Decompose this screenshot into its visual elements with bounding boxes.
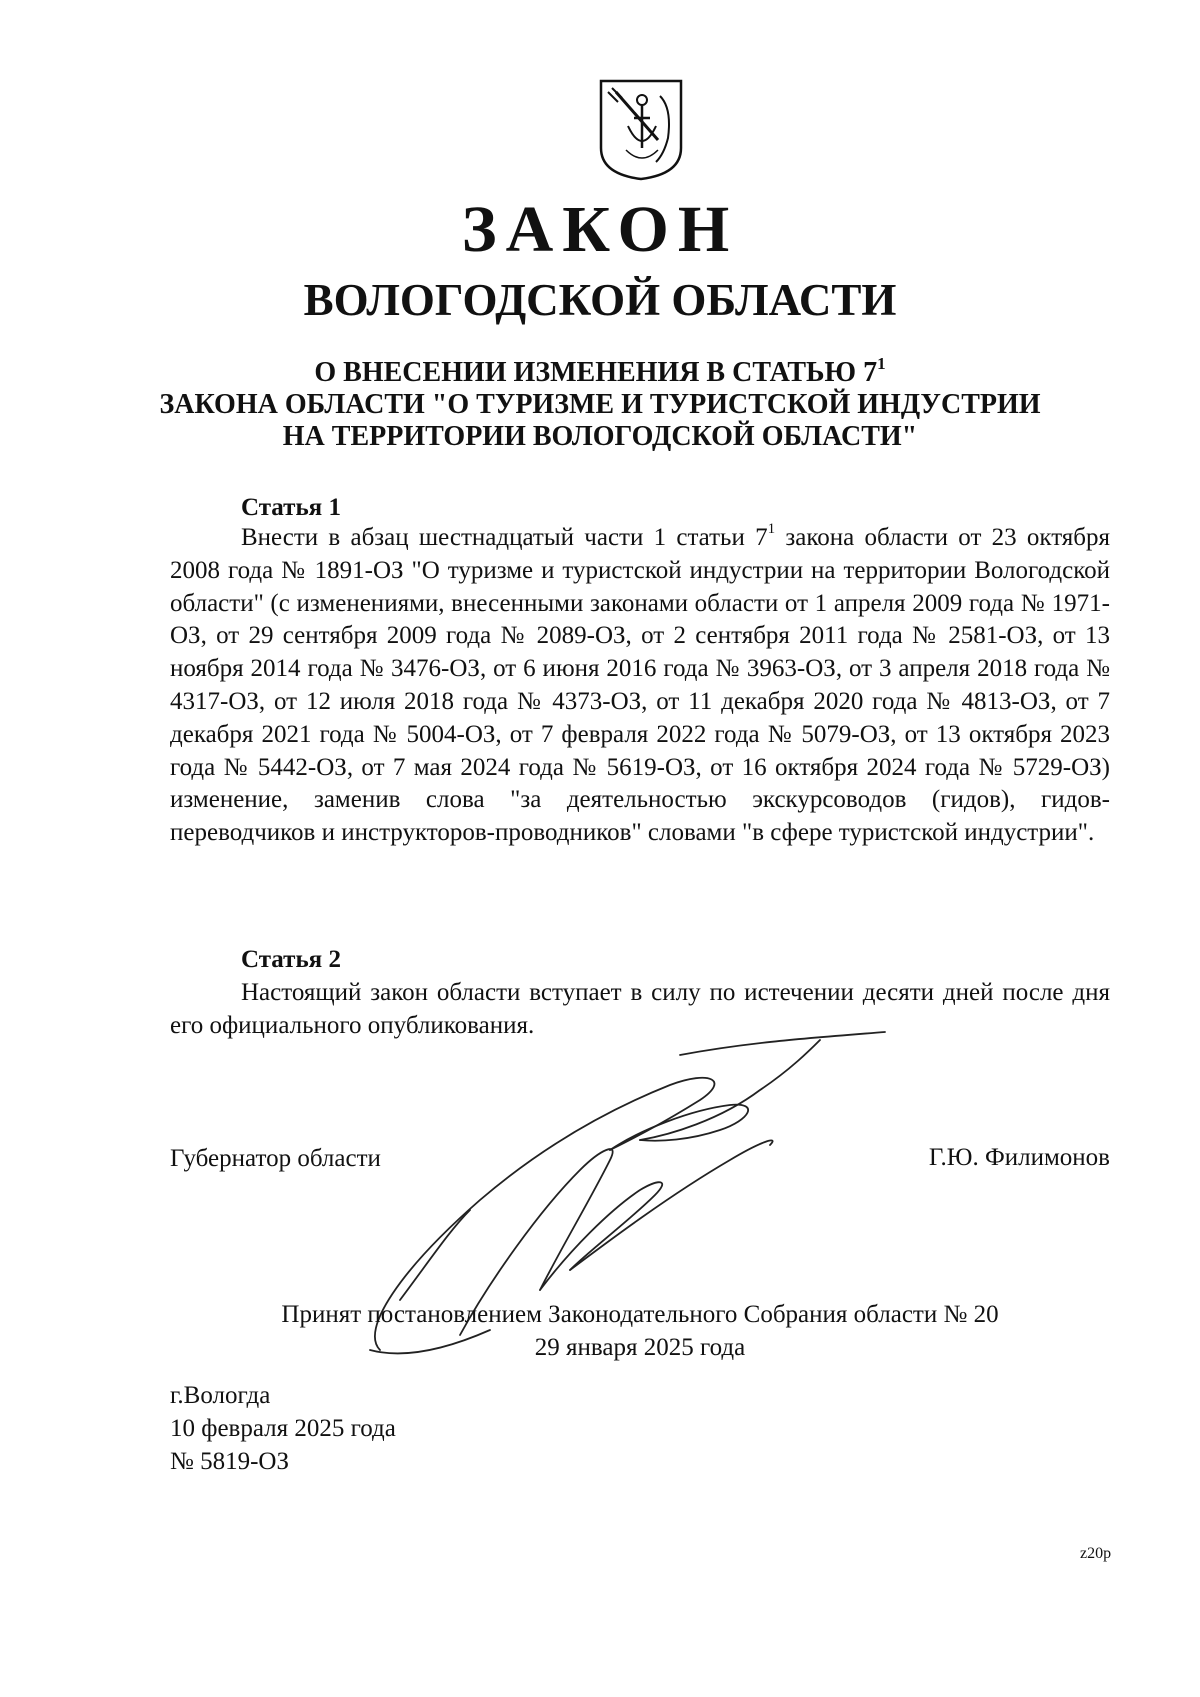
city: г.Вологда [170, 1382, 271, 1409]
article-2-title: Статья 2 [241, 946, 341, 973]
document-subtitle: ВОЛОГОДСКОЙ ОБЛАСТИ [303, 275, 897, 325]
heading-superscript: 1 [877, 354, 886, 373]
article-1-title: Статья 1 [241, 494, 341, 521]
signatory-name: Г.Ю. Филимонов [928, 1144, 1110, 1171]
article-1-body [170, 522, 1110, 850]
adoption-date: 29 января 2025 года [534, 1334, 746, 1361]
article-2-text: Настоящий закон области вступает в силу по истечении десяти дней после дня его официального опубликования. [170, 979, 1110, 1039]
adoption-line-1: Принят постановлением Законодательного Собрания области № 20 [281, 1301, 999, 1328]
footer-code: z20p [1080, 1545, 1112, 1562]
heading-line-1: О ВНЕСЕНИИ ИЗМЕНЕНИЯ В СТАТЬЮ 7 [314, 357, 878, 388]
heading-line-2: ЗАКОНА ОБЛАСТИ "О ТУРИЗМЕ И ТУРИСТСКОЙ ИНДУСТРИИ [159, 389, 1041, 420]
article-2-body [170, 977, 1110, 1043]
law-heading [120, 354, 1080, 453]
article-1-text-rest: закона области от 23 октября 2008 года № 1891-ОЗ "О туризме и туристской индустрии на территории Вологодской области" (с изменениями, внесенными законами области от 1 апреля 2009 года № 1971-ОЗ, от 29 сентября 2009 года № 2089-ОЗ, от 2 сентября 2011 года № 2581-ОЗ, от 13 ноября 2014 года № 3476-ОЗ, от 6 июня 2016 года № 3963-ОЗ, от 3 апреля 2018 года № 4317-ОЗ, от 12 июля 2018 года № 4373-ОЗ, от 11 декабря 2020 года № 4813-ОЗ, от 7 декабря 2021 года № 5004-ОЗ, от 7 февраля 2022 года № 5079-ОЗ, от 13 октября 2023 года № 5442-ОЗ, от 7 мая 2024 года № 5619-ОЗ, от 16 октября 2024 года № 5729-ОЗ) изменение, заменив слова "за деятельностью экскурсоводов (гидов), гидов-переводчиков и инструкторов-проводников" словами "в сфере туристской индустрии". [170, 524, 1111, 847]
signing-date: 10 февраля 2025 года [170, 1415, 396, 1442]
coat-of-arms-emblem [598, 78, 684, 182]
article-1-superscript: 1 [767, 521, 776, 537]
adoption-block [170, 1298, 1110, 1364]
law-number: № 5819-ОЗ [170, 1448, 290, 1475]
heading-line-3: НА ТЕРРИТОРИИ ВОЛОГОДСКОЙ ОБЛАСТИ" [282, 421, 918, 452]
article-1-text-start: Внести в абзац шестнадцатый части 1 статьи 7 [241, 524, 768, 551]
signatory-position: Губернатор области [170, 1145, 381, 1172]
document-title: ЗАКОН [461, 193, 739, 266]
